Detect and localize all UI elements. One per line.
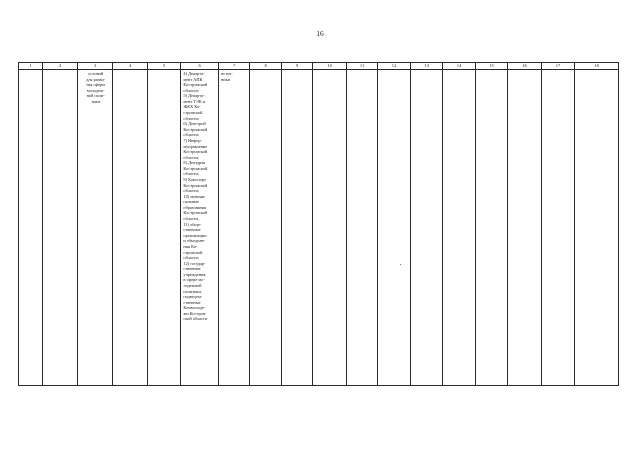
column-header-5: 5 <box>147 63 181 70</box>
cell-col-18 <box>575 70 619 386</box>
cell-col-5 <box>147 70 181 386</box>
executor-line: области; <box>183 115 199 121</box>
column-header-6: 6 <box>181 63 219 70</box>
executor-line: 6) Дeпстрой <box>183 121 206 127</box>
executor-line: ственные <box>183 266 201 272</box>
executor-line: 7) Инфор- <box>183 137 202 143</box>
executor-line: в сфере мо- <box>183 277 205 283</box>
column-header-12: 12 <box>378 63 410 70</box>
column-header-8: 8 <box>250 63 281 70</box>
executor-line: образования <box>183 204 207 210</box>
executor-line: стромской <box>183 110 203 116</box>
cell-col-3 <box>77 70 113 386</box>
executor-line: 11) обще- <box>183 221 202 227</box>
executor-line: мупpавление <box>183 143 208 149</box>
cell-col-14 <box>443 70 475 386</box>
executor-line: области; <box>183 255 199 261</box>
column-header-17: 17 <box>541 63 575 70</box>
executor-line: организации <box>183 232 207 238</box>
executor-line: 5) Департа- <box>183 93 205 99</box>
column-header-11: 11 <box>346 63 377 70</box>
executor-line: лодежной <box>183 282 202 288</box>
executor-line: 10) муници- <box>183 193 206 199</box>
executor-line: области; <box>183 132 199 138</box>
column-header-1: 1 <box>19 63 43 70</box>
executor-line: области; <box>183 87 199 93</box>
column-header-10: 10 <box>313 63 347 70</box>
executor-line: области; <box>183 171 199 177</box>
column-header-15: 15 <box>475 63 507 70</box>
executor-line: ской области <box>183 316 208 322</box>
cell-col-17 <box>541 70 575 386</box>
executor-line: ственные <box>183 299 201 305</box>
executor-line: области; <box>183 188 199 194</box>
executor-line: подведом- <box>183 294 203 300</box>
column-header-16: 16 <box>508 63 542 70</box>
cell-col-15 <box>475 70 507 386</box>
cell-text: условий для разви- тия сферы молодеж- ной поли- тики <box>86 71 106 104</box>
executor-line: 12) государ- <box>183 260 206 266</box>
executor-line: ЖКХ Ко- <box>183 104 201 110</box>
executor-line: мент АПК <box>183 76 203 82</box>
executor-line: и объедине- <box>183 238 206 244</box>
header-row <box>19 63 619 70</box>
cell-col-12 <box>378 70 410 386</box>
executor-line: учреждения <box>183 271 206 277</box>
executor-line: Костромской <box>183 210 208 216</box>
cell-col-11 <box>346 70 377 386</box>
table-row <box>19 70 619 386</box>
cell-col-2 <box>43 70 78 386</box>
cell-col-6 <box>181 70 219 386</box>
data-table <box>18 62 619 386</box>
executor-line: Коммолоде- <box>183 305 206 311</box>
executor-line: ственные <box>183 227 201 233</box>
column-header-3: 3 <box>77 63 113 70</box>
cell-col-7 <box>218 70 249 386</box>
cell-col-9 <box>281 70 312 386</box>
column-header-2: 2 <box>43 63 78 70</box>
column-header-7: 7 <box>218 63 249 70</box>
page-number: 16 <box>316 29 324 38</box>
column-header-18: 18 <box>575 63 619 70</box>
cell-text: источ- ники <box>220 71 233 82</box>
executor-line: области; <box>183 154 199 160</box>
cell-col-16 <box>508 70 542 386</box>
cell-col-13 <box>410 70 442 386</box>
executor-line: политики, <box>183 288 202 294</box>
executors-list <box>181 70 218 322</box>
column-header-9: 9 <box>281 63 312 70</box>
executor-line: мент ТЭК и <box>183 98 206 104</box>
executor-line: ния Ко- <box>183 243 198 249</box>
cell-col-8 <box>250 70 281 386</box>
executor-line: 9) Комспорт <box>183 176 206 182</box>
executor-line: области, <box>183 216 199 222</box>
executor-line: Костромской <box>183 182 208 188</box>
executor-line: Костромской <box>183 82 208 88</box>
cell-col-4 <box>113 70 148 386</box>
executor-line: Костромской <box>183 126 208 132</box>
column-header-14: 14 <box>443 63 475 70</box>
scan-speck <box>400 264 401 265</box>
cell-col-10 <box>313 70 347 386</box>
executor-line: Костромской <box>183 165 208 171</box>
executor-line: стромской <box>183 249 203 255</box>
column-header-13: 13 <box>410 63 442 70</box>
executor-line: жи Кострон- <box>183 310 207 316</box>
column-header-4: 4 <box>113 63 148 70</box>
executor-line: 4) Департа- <box>183 71 205 76</box>
executor-line: Костромской <box>183 149 208 155</box>
executor-line: 8) Дeпздрав <box>183 160 206 166</box>
executor-line: пальные <box>183 199 199 205</box>
cell-col-1 <box>19 70 43 386</box>
